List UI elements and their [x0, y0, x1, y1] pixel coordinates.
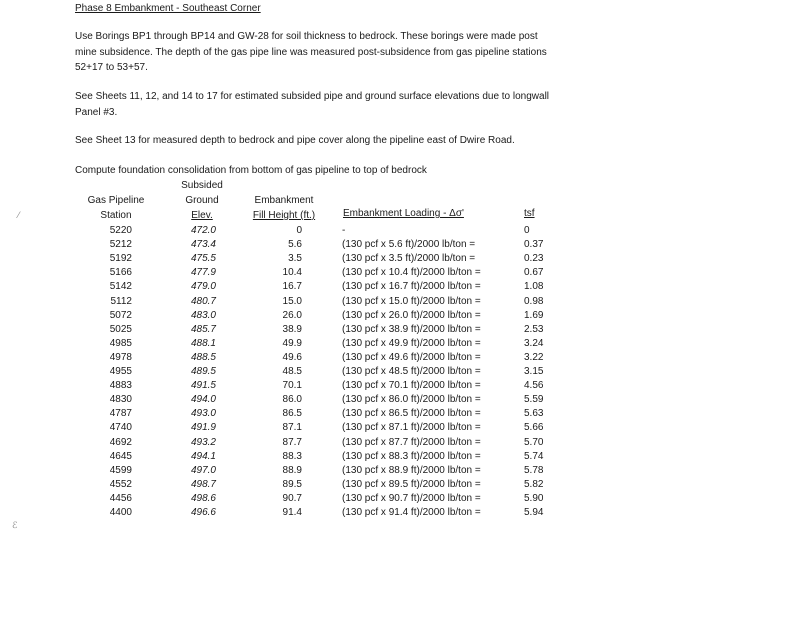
table-row: [0, 394, 800, 408]
table-row: [0, 239, 800, 253]
tsf-cell: 3.22: [524, 351, 544, 363]
header-tsf: tsf: [524, 208, 535, 219]
tsf-cell: 1.08: [524, 281, 544, 293]
elev-cell: 473.4: [190, 239, 216, 251]
station-cell: 4985: [109, 337, 132, 349]
elev-cell: 489.5: [190, 366, 216, 377]
elev-cell: 472.0: [190, 225, 216, 236]
table-row: [0, 380, 800, 394]
tsf-cell: 0.67: [524, 267, 544, 279]
table-row: [0, 225, 800, 239]
table-row: [0, 408, 800, 422]
loading-cell: (130 pcf x 5.6 ft)/2000 lb/ton =: [342, 239, 476, 251]
loading-cell: (130 pcf x 70.1 ft)/2000 lb/ton =: [342, 380, 481, 392]
loading-cell: (130 pcf x 87.1 ft)/2000 lb/ton =: [342, 422, 481, 434]
fill-cell: 49.6: [282, 351, 302, 363]
fill-cell: 91.4: [282, 507, 302, 518]
intro-paragraph: Use Borings BP1 through BP14 and GW-28 for soil thickness to bedrock. These borings were made post mine subsidence. The depth of the gas pipe line was measured post-subsidence from gas pipeline stations 52+17 to 53+57.: [75, 31, 547, 73]
elev-cell: 491.9: [190, 422, 216, 434]
fill-cell: 89.5: [282, 478, 302, 490]
station-cell: 4456: [109, 492, 132, 504]
tsf-cell: 5.90: [524, 492, 544, 504]
station-cell: 4740: [109, 422, 132, 434]
fill-cell: 16.7: [282, 281, 302, 293]
table-row: [0, 451, 800, 465]
loading-cell: (130 pcf x 10.4 ft)/2000 lb/ton =: [342, 267, 481, 279]
loading-cell: (130 pcf x 49.6 ft)/2000 lb/ton =: [342, 351, 481, 363]
loading-cell: (130 pcf x 38.9 ft)/2000 lb/ton =: [342, 323, 481, 335]
tsf-cell: 5.82: [524, 478, 544, 490]
station-cell: 5212: [109, 239, 132, 251]
table-row: [0, 465, 800, 479]
fill-cell: 48.5: [282, 366, 302, 377]
loading-cell: (130 pcf x 89.5 ft)/2000 lb/ton =: [342, 478, 481, 490]
station-cell: 5166: [109, 267, 132, 279]
fill-cell: 86.5: [282, 408, 302, 420]
station-cell: 5220: [109, 225, 132, 236]
tsf-cell: 3.24: [524, 337, 544, 349]
loading-cell: (130 pcf x 86.0 ft)/2000 lb/ton =: [342, 394, 481, 406]
station-cell: 5192: [109, 253, 132, 265]
fill-cell: 90.7: [282, 492, 302, 504]
fill-cell: 10.4: [282, 267, 302, 279]
table-row: [0, 479, 800, 493]
station-cell: 4830: [109, 394, 132, 406]
table-row: [0, 422, 800, 436]
tsf-cell: 2.53: [524, 323, 544, 335]
fill-cell: 15.0: [282, 295, 302, 307]
table-row: [0, 324, 800, 338]
fill-cell: 87.1: [282, 422, 302, 434]
elev-cell: 497.0: [190, 464, 216, 476]
tsf-cell: 3.15: [524, 366, 544, 377]
station-cell: 5072: [109, 309, 132, 321]
loading-cell: (130 pcf x 3.5 ft)/2000 lb/ton =: [342, 253, 476, 265]
station-cell: 4883: [109, 380, 132, 392]
header-loading: Embankment Loading - Δσ': [343, 208, 464, 219]
table-row: [0, 507, 800, 521]
elev-cell: 488.1: [190, 337, 216, 349]
table-row: [0, 296, 800, 310]
elev-cell: 475.5: [190, 253, 216, 265]
table-row: [0, 338, 800, 352]
station-cell: 4599: [109, 464, 132, 476]
elev-cell: 483.0: [190, 309, 216, 321]
tsf-cell: 0.98: [524, 295, 544, 307]
header-station: Gas Pipeline Station: [87, 195, 145, 221]
fill-cell: 86.0: [282, 394, 302, 406]
fill-cell: 88.9: [282, 464, 302, 476]
tsf-cell: 5.74: [524, 450, 544, 462]
loading-cell: (130 pcf x 86.5 ft)/2000 lb/ton =: [342, 408, 481, 420]
table-row: [0, 267, 800, 281]
header-elev: Subsided Ground Elev.: [181, 180, 223, 221]
page-title: Phase 8 Embankment - Southeast Corner: [75, 3, 261, 14]
fill-cell: 3.5: [288, 253, 302, 265]
table-row: [0, 253, 800, 267]
table-row: [0, 310, 800, 324]
loading-cell: (130 pcf x 26.0 ft)/2000 lb/ton =: [342, 309, 481, 321]
elev-cell: 498.7: [190, 478, 216, 490]
station-cell: 4692: [109, 436, 132, 448]
margin-mark: ℰ: [12, 520, 18, 530]
header-fill: Embankment Fill Height (ft.): [252, 195, 316, 221]
fill-cell: 38.9: [282, 323, 302, 335]
table-row: [0, 366, 800, 380]
tsf-cell: 1.69: [524, 309, 544, 321]
fill-cell: 0: [296, 225, 302, 236]
loading-cell: (130 pcf x 48.5 ft)/2000 lb/ton =: [342, 366, 481, 377]
fill-cell: 5.6: [288, 239, 302, 251]
tsf-cell: 0: [524, 225, 530, 236]
elev-cell: 491.5: [190, 380, 216, 392]
elev-cell: 485.7: [190, 323, 216, 335]
tsf-cell: 0.23: [524, 253, 544, 265]
loading-cell: -: [342, 225, 346, 236]
fill-cell: 87.7: [282, 436, 302, 448]
station-cell: 5025: [109, 323, 132, 335]
tsf-cell: 5.94: [524, 507, 544, 518]
elev-cell: 488.5: [190, 351, 216, 363]
elev-cell: 496.6: [190, 507, 216, 518]
loading-cell: (130 pcf x 87.7 ft)/2000 lb/ton =: [342, 436, 481, 448]
station-cell: 4955: [109, 366, 132, 377]
fill-cell: 70.1: [282, 380, 302, 392]
table-row: [0, 437, 800, 451]
sheets-paragraph: See Sheets 11, 12, and 14 to 17 for estimated subsided pipe and ground surface elevations due to longwall Panel #3.: [75, 91, 550, 118]
loading-cell: (130 pcf x 16.7 ft)/2000 lb/ton =: [342, 281, 481, 293]
margin-mark: ⁄: [18, 210, 20, 220]
elev-cell: 494.0: [190, 394, 216, 406]
tsf-cell: 0.37: [524, 239, 544, 251]
loading-cell: (130 pcf x 91.4 ft)/2000 lb/ton =: [342, 507, 481, 518]
table-row: [0, 493, 800, 507]
tsf-cell: 5.66: [524, 422, 544, 434]
elev-cell: 479.0: [190, 281, 216, 293]
loading-cell: (130 pcf x 15.0 ft)/2000 lb/ton =: [342, 295, 481, 307]
table-row: [0, 281, 800, 295]
fill-cell: 88.3: [282, 450, 302, 462]
table-row: [0, 352, 800, 366]
station-cell: 4787: [109, 408, 132, 420]
station-cell: 5142: [109, 281, 132, 293]
elev-cell: 493.2: [190, 436, 216, 448]
tsf-cell: 5.70: [524, 436, 544, 448]
fill-cell: 26.0: [282, 309, 302, 321]
elev-cell: 493.0: [190, 408, 216, 420]
sheet13-paragraph: See Sheet 13 for measured depth to bedrock and pipe cover along the pipeline east of Dwire Road.: [75, 135, 515, 146]
tsf-cell: 4.56: [524, 380, 544, 392]
elev-cell: 498.6: [190, 492, 216, 504]
fill-cell: 49.9: [282, 337, 302, 349]
tsf-cell: 5.59: [524, 394, 544, 406]
elev-cell: 477.9: [190, 267, 216, 279]
tsf-cell: 5.63: [524, 408, 544, 420]
loading-cell: (130 pcf x 90.7 ft)/2000 lb/ton =: [342, 492, 481, 504]
station-cell: 4552: [109, 478, 132, 490]
loading-cell: (130 pcf x 49.9 ft)/2000 lb/ton =: [342, 337, 481, 349]
compute-paragraph: Compute foundation consolidation from bottom of gas pipeline to top of bedrock: [75, 165, 427, 176]
elev-cell: 480.7: [190, 295, 216, 307]
tsf-cell: 5.78: [524, 464, 544, 476]
station-cell: 4978: [109, 351, 132, 363]
loading-cell: (130 pcf x 88.9 ft)/2000 lb/ton =: [342, 464, 481, 476]
loading-cell: (130 pcf x 88.3 ft)/2000 lb/ton =: [342, 450, 481, 462]
station-cell: 5112: [110, 295, 132, 307]
station-cell: 4400: [109, 507, 132, 518]
elev-cell: 494.1: [190, 450, 216, 462]
station-cell: 4645: [109, 450, 132, 462]
